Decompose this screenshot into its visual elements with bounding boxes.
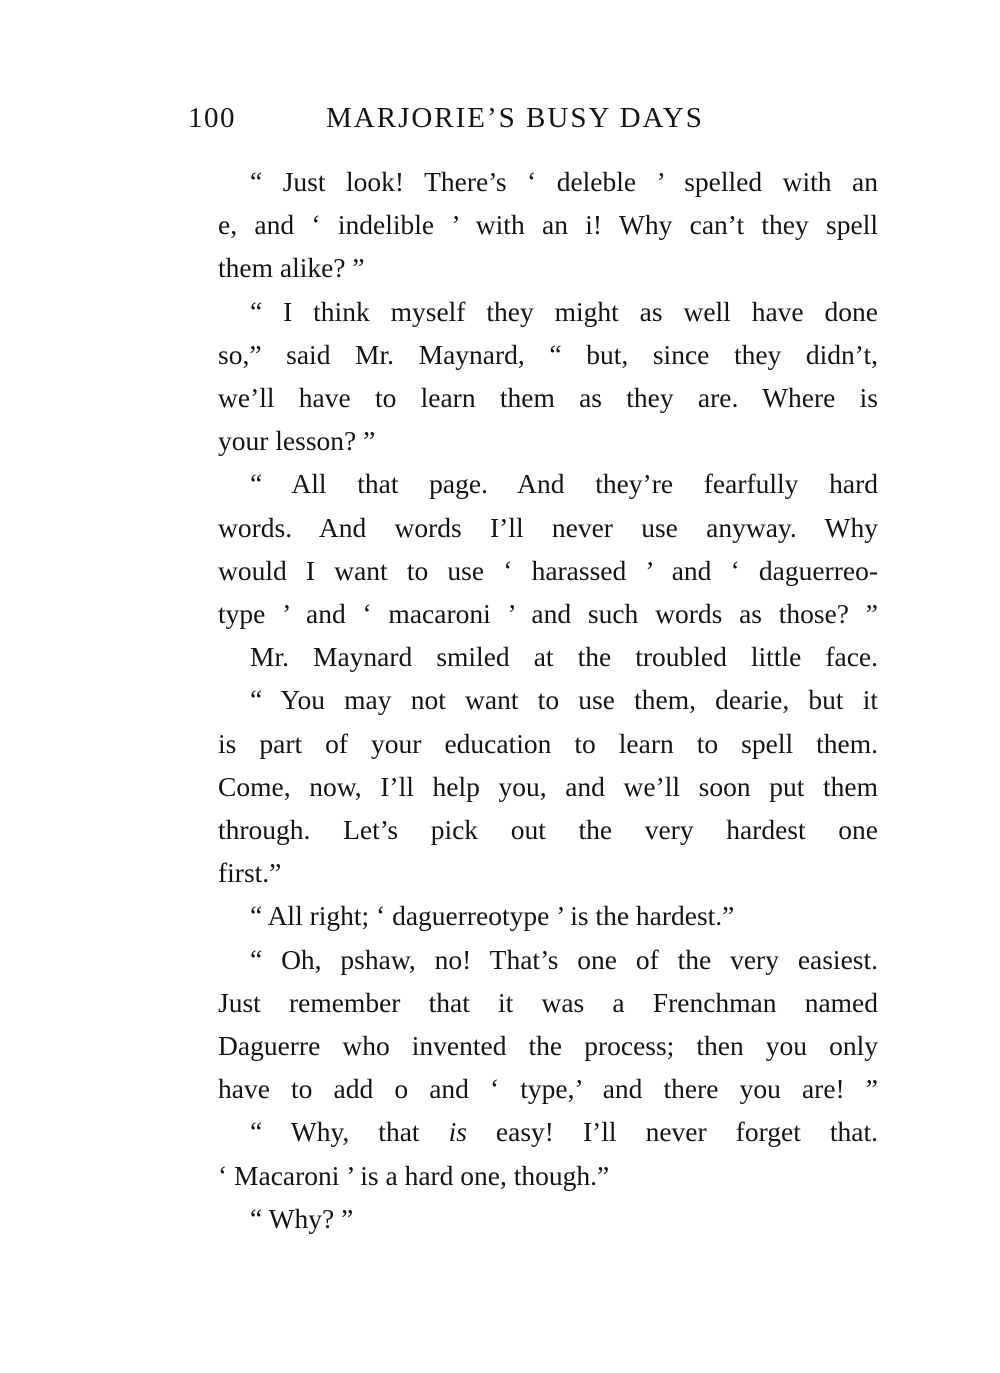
text-run: easy! I’ll never forget that. [466,1116,878,1148]
text-line: Just remember that it was a Frenchman named [218,986,878,1018]
text-line: so,” said Mr. Maynard, “ but, since they didn’t, [218,338,878,370]
text-line: have to add o and ‘ type,’ and there you are! ” [218,1073,878,1105]
paragraph [186,938,878,1111]
text-line: Daguerre who invented the process; then you only [218,1030,878,1062]
paragraph [186,894,878,937]
text-line: “ Oh, pshaw, no! That’s one of the very easiest. [250,943,878,975]
text-run: ‘ Macaroni ’ is a hard one, though.” [218,1159,610,1191]
paragraph [186,290,878,463]
book-title: MARJORIE’S BUSY DAYS [326,102,704,134]
paragraph [186,1110,878,1196]
text-line: them alike? ” [218,252,365,284]
paragraph [186,160,878,290]
paragraph [186,678,878,894]
text-line [186,1154,878,1197]
text-line: “ Just look! There’s ‘ deleble ’ spelled with an [250,166,878,197]
text-line [186,1110,878,1153]
text-line: first.” [218,857,282,889]
text-line: your lesson? ” [218,425,376,457]
text-line: “ All that page. And they’re fearfully hard [250,468,878,500]
text-run: “ Why, that [250,1116,449,1148]
text-line: we’ll have to learn them as they are. Where is [218,382,878,414]
text-line: e, and ‘ indelible ’ with an i! Why can’t they spell [218,209,878,241]
paragraph [186,1197,878,1240]
text-line: Mr. Maynard smiled at the troubled little face. [250,641,878,673]
text-line: words. And words I’ll never use anyway. Why [218,511,878,543]
paragraph [186,635,878,678]
body-text [186,160,878,1240]
text-line: “ Why? ” [250,1202,354,1234]
text-line: “ You may not want to use them, dearie, but it [250,684,878,716]
text-line: type ’ and ‘ macaroni ’ and such words as those? ” [218,598,878,630]
text-line: would I want to use ‘ harassed ’ and ‘ daguerreo- [218,554,878,586]
text-line: “ I think myself they might as well have done [250,295,878,327]
running-head [188,98,748,138]
emphasis-text: is [448,1116,467,1148]
page-number: 100 [188,102,236,134]
text-line: is part of your education to learn to spell them. [218,727,878,759]
text-line: “ All right; ‘ daguerreotype ’ is the hardest.” [250,900,735,932]
paragraph [186,462,878,635]
text-line: through. Let’s pick out the very hardest one [218,814,878,846]
text-line: Come, now, I’ll help you, and we’ll soon put them [218,770,878,802]
